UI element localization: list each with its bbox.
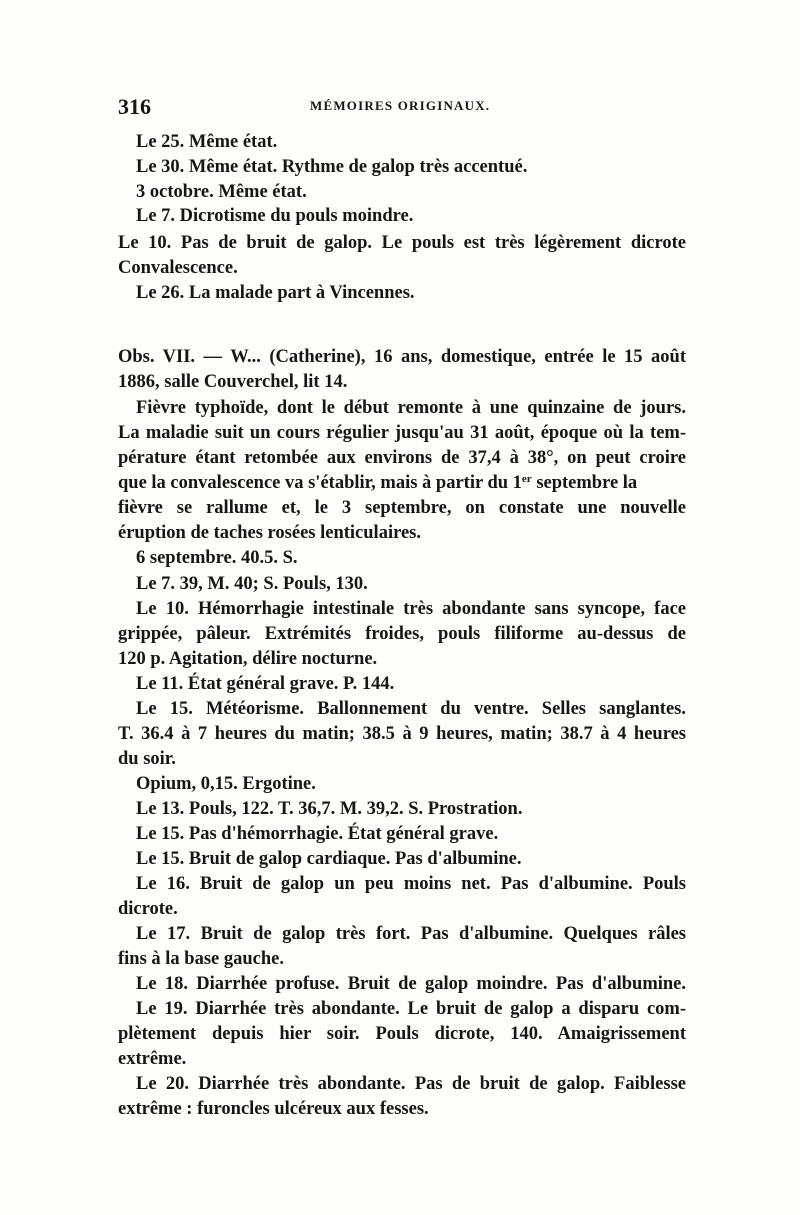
text-line: Le 30. Même état. Rythme de galop très accentué. [136, 157, 528, 177]
page-number: 316 [118, 94, 151, 119]
superscript: er [521, 473, 532, 485]
text-line: Le 10. Hémorrhagie intestinale très abondante sans syncope, face [136, 599, 686, 619]
text-line: pérature étant retombée aux environs de 37,4 à 38°, on peut croire [118, 448, 686, 468]
text-line: Le 19. Diarrhée très abondante. Le bruit de galop a disparu com- [136, 999, 686, 1019]
text-line: fièvre se rallume et, le 3 septembre, on constate une nouvelle [118, 498, 686, 518]
text-line: 1886, salle Couverchel, lit 14. [118, 372, 348, 392]
text-line: extrême : furoncles ulcéreux aux fesses. [118, 1099, 429, 1119]
text-line: Le 17. Bruit de galop très fort. Pas d'albumine. Quelques râles [136, 924, 686, 944]
text-line [118, 471, 686, 495]
text-line: Le 10. Pas de bruit de galop. Le pouls est très légèrement dicrote [118, 233, 686, 253]
text-segment [118, 471, 637, 495]
text-fragment: septembre la [531, 473, 638, 493]
text-line: Le 11. État général grave. P. 144. [136, 674, 395, 694]
text-line: Le 15. Bruit de galop cardiaque. Pas d'albumine. [136, 849, 522, 869]
text-line: Le 20. Diarrhée très abondante. Pas de bruit de galop. Faiblesse [136, 1074, 686, 1094]
text-line: Le 26. La malade part à Vincennes. [136, 283, 415, 303]
text-line: plètement depuis hier soir. Pouls dicrote, 140. Amaigrissement [118, 1024, 686, 1044]
text-line: Le 15. Pas d'hémorrhagie. État général grave. [136, 824, 499, 844]
text-line: 3 octobre. Même état. [136, 182, 307, 202]
text-line: Le 7. 39, M. 40; S. Pouls, 130. [136, 574, 368, 594]
text-line: fins à la base gauche. [118, 949, 285, 969]
text-line: Convalescence. [118, 258, 238, 278]
text-line: Le 13. Pouls, 122. T. 36,7. M. 39,2. S. Prostration. [136, 799, 523, 819]
text-line: éruption de taches rosées lenticulaires. [118, 523, 421, 543]
text-line: 120 p. Agitation, délire nocturne. [118, 649, 378, 669]
text-line: La maladie suit un cours régulier jusqu'au 31 août, époque où la tem- [118, 423, 686, 443]
running-title: MÉMOIRES ORIGINAUX. [310, 98, 491, 113]
text-line: T. 36.4 à 7 heures du matin; 38.5 à 9 heures, matin; 38.7 à 4 heures [118, 724, 686, 744]
text-line: grippée, pâleur. Extrémités froides, pouls filiforme au-dessus de [118, 624, 686, 644]
text-line: Le 18. Diarrhée profuse. Bruit de galop moindre. Pas d'albumine. [136, 974, 686, 994]
text-line: extrême. [118, 1049, 187, 1069]
page-header [118, 94, 698, 124]
text-line: Le 7. Dicrotisme du pouls moindre. [136, 206, 414, 226]
observation-heading: Obs. VII. — W... (Catherine), 16 ans, domestique, entrée le 15 août [118, 347, 686, 367]
text-line: Le 25. Même état. [136, 132, 278, 152]
text-line: Opium, 0,15. Ergotine. [136, 774, 316, 794]
text-fragment: que la convalescence va s'établir, mais à partir du 1 [118, 473, 522, 493]
text-line: Le 15. Météorisme. Ballonnement du ventre. Selles sanglantes. [136, 699, 686, 719]
text-line: Le 16. Bruit de galop un peu moins net. Pas d'albumine. Pouls [136, 874, 686, 894]
text-line: Fièvre typhoïde, dont le début remonte à une quinzaine de jours. [136, 398, 686, 418]
text-line: du soir. [118, 749, 176, 769]
text-line: 6 septembre. 40.5. S. [136, 548, 298, 568]
text-line: dicrote. [118, 899, 178, 919]
